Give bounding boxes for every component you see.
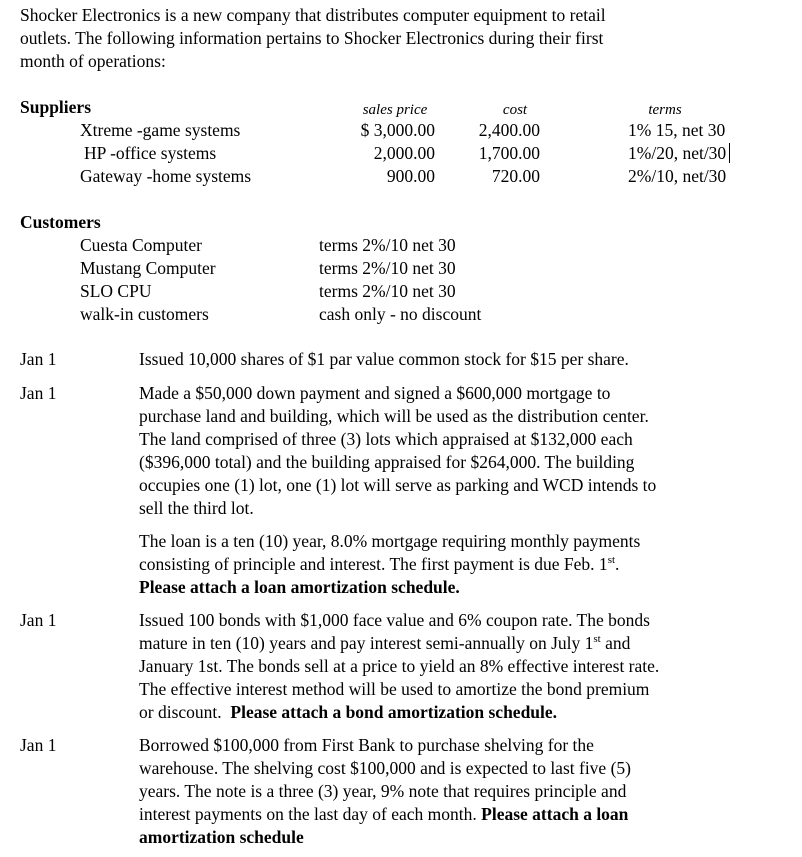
transaction-line: January 1st. The bonds sell at a price to yield an 8% effective interest rate. [139, 656, 660, 676]
transaction-description [139, 734, 779, 849]
intro-line: month of operations: [20, 51, 166, 71]
transaction-line: or discount. Please attach a bond amortization schedule. [139, 702, 558, 722]
supplier-name: Gateway -home systems [80, 166, 252, 186]
transaction-date: Jan 1 [20, 735, 57, 755]
transaction-line: The land comprised of three (3) lots which appraised at $132,000 each [139, 429, 633, 449]
supplier-terms: 1%/20, net/30 [628, 143, 727, 163]
intro-line: Shocker Electronics is a new company that distributes computer equipment to retail [20, 5, 606, 25]
customers-heading: Customers [20, 212, 101, 232]
customer-terms: terms 2%/10 net 30 [319, 235, 456, 255]
transaction-line: ($396,000 total) and the building appraised for $264,000. The building [139, 452, 635, 472]
transaction-line: years. The note is a three (3) year, 9% note that requires principle and [139, 781, 627, 801]
text-cursor [729, 143, 730, 163]
transaction-line: purchase land and building, which will be used as the distribution center. [139, 406, 649, 426]
customer-terms: cash only - no discount [319, 304, 482, 324]
transaction-description [139, 609, 779, 724]
transaction-line: interest payments on the last day of each month. Please attach a loan [139, 804, 629, 824]
supplier-name: Xtreme -game systems [80, 120, 241, 140]
customer-terms: terms 2%/10 net 30 [319, 281, 456, 301]
supplier-sales-price: 900.00 [386, 166, 435, 186]
transaction-line: mature in ten (10) years and pay interest semi-annually on July 1st and [139, 633, 631, 653]
transaction-line: Issued 10,000 shares of $1 par value common stock for $15 per share. [139, 349, 629, 369]
intro-paragraph [20, 4, 780, 73]
customer-terms: terms 2%/10 net 30 [319, 258, 456, 278]
supplier-cost: 2,400.00 [478, 120, 540, 140]
transaction-date: Jan 1 [20, 610, 57, 630]
transaction-description [139, 348, 779, 371]
intro-line: outlets. The following information pertains to Shocker Electronics during their first [20, 28, 604, 48]
col-terms-header: terms [648, 102, 682, 118]
transaction-line: Borrowed $100,000 from First Bank to purchase shelving for the [139, 735, 594, 755]
transaction-line-bold: amortization schedule [139, 827, 304, 847]
transaction-date: Jan 1 [20, 383, 57, 403]
supplier-terms: 1% 15, net 30 [628, 120, 726, 140]
supplier-cost: 720.00 [491, 166, 540, 186]
customer-name: walk-in customers [80, 304, 209, 324]
transaction-line: occupies one (1) lot, one (1) lot will serve as parking and WCD intends to [139, 475, 657, 495]
loan-terms-paragraph [139, 530, 779, 599]
col-sales-price-header: sales price [362, 102, 428, 118]
supplier-name: HP -office systems [84, 143, 217, 163]
transaction-line: sell the third lot. [139, 498, 254, 518]
customer-name: SLO CPU [80, 281, 152, 301]
customer-name: Mustang Computer [80, 258, 216, 278]
transaction-date: Jan 1 [20, 349, 57, 369]
transaction-line: warehouse. The shelving cost $100,000 and is expected to last five (5) [139, 758, 631, 778]
transaction-line: The effective interest method will be used to amortize the bond premium [139, 679, 650, 699]
supplier-cost: 1,700.00 [478, 143, 540, 163]
supplier-terms: 2%/10, net/30 [628, 166, 727, 186]
transaction-line: Issued 100 bonds with $1,000 face value and 6% coupon rate. The bonds [139, 610, 650, 630]
transaction-line-bold: Please attach a loan amortization schedule. [139, 577, 460, 597]
transaction-line: The loan is a ten (10) year, 8.0% mortgage requiring monthly payments [139, 531, 641, 551]
customer-name: Cuesta Computer [80, 235, 202, 255]
transaction-description [139, 382, 779, 520]
col-cost-header: cost [502, 102, 528, 118]
supplier-sales-price: $ 3,000.00 [360, 120, 435, 140]
transaction-line: consisting of principle and interest. The first payment is due Feb. 1st. [139, 554, 620, 574]
transaction-line: Made a $50,000 down payment and signed a $600,000 mortgage to [139, 383, 611, 403]
suppliers-heading: Suppliers [20, 97, 91, 117]
supplier-sales-price: 2,000.00 [373, 143, 435, 163]
